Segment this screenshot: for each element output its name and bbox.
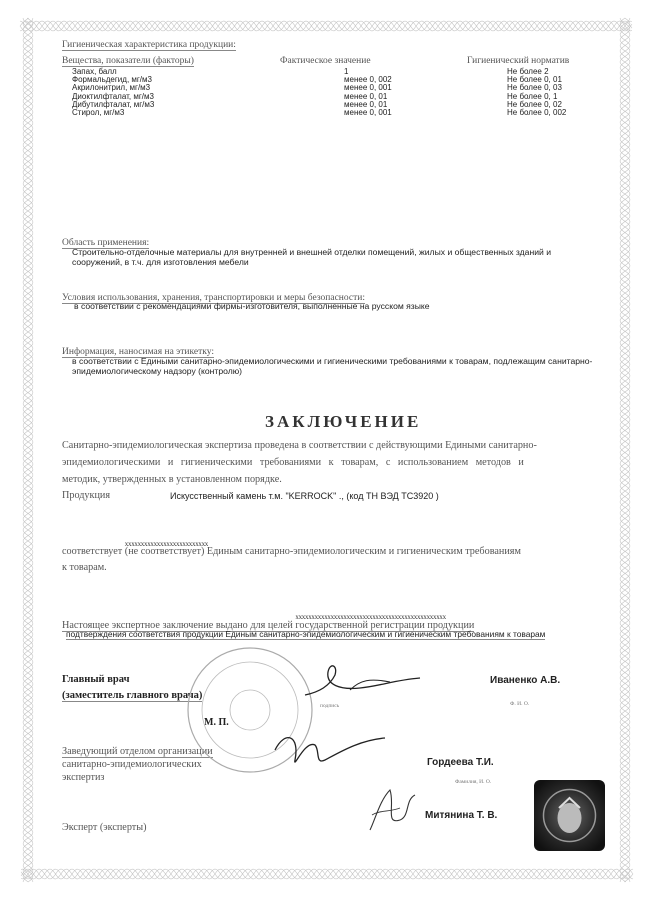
product-label: Продукция bbox=[62, 490, 111, 501]
cell-name: Формальдегид, мг/м3 bbox=[72, 75, 152, 85]
cell-norm: Не более 0, 01 bbox=[507, 75, 562, 85]
hygiene-table bbox=[72, 68, 617, 117]
issued-purpose: государственной регистрации продукции bbox=[295, 620, 475, 631]
chief-deputy-label: (заместитель главного врача) bbox=[62, 690, 203, 701]
cell-norm: Не более 0, 1 bbox=[507, 91, 558, 101]
expert-label: Эксперт (эксперты) bbox=[62, 822, 147, 833]
complies-line-2: к товарам. bbox=[62, 562, 107, 573]
cell-name: Стирол, мг/м3 bbox=[72, 108, 125, 118]
scope-line-2: сооружений, в т.ч. для изготовления мебели bbox=[72, 257, 249, 267]
cell-norm: Не более 0, 02 bbox=[507, 99, 562, 109]
complies-text: соответствует bbox=[62, 546, 123, 557]
cell-name: Дибутилфталат, мг/м3 bbox=[72, 99, 155, 109]
issued-text: Настоящее экспертное заключение выдано для целей bbox=[62, 620, 293, 631]
product-value: Искусственный камень т.м. "KERROCK" ., (код ТН ВЭД ТС3920 ) bbox=[170, 491, 439, 501]
conclusion-paragraph-line-3: методик, утвержденных в установленном порядке. bbox=[62, 474, 282, 485]
cell-name: Диоктилфталат, мг/м3 bbox=[72, 91, 154, 101]
chief-name: Иваненко А.В. bbox=[490, 675, 561, 686]
hygiene-heading: Гигиеническая характеристика продукции: bbox=[62, 40, 236, 50]
hologram-seal bbox=[532, 778, 607, 853]
head-dept-line-2: санитарно-эпидемиологических bbox=[62, 759, 202, 770]
cell-name: Запах, балл bbox=[72, 67, 117, 76]
chief-doctor-label: Главный врач bbox=[62, 674, 130, 685]
cell-actual: менее 0, 01 bbox=[344, 99, 388, 109]
expert-name: Митянина Т. В. bbox=[425, 810, 498, 821]
label-info-line-1: в соответствии с Едиными санитарно-эпидемиологическими и гигиеническими требованиями к товарам, подлежащим санитарно- bbox=[72, 356, 593, 366]
cell-norm: Не более 0, 03 bbox=[507, 83, 562, 93]
cell-actual: менее 0, 001 bbox=[344, 108, 392, 118]
expert-signature bbox=[360, 780, 430, 840]
column-header-substance: Вещества, показатели (факторы) bbox=[62, 56, 194, 66]
conclusion-paragraph-line-2: эпидемиологическими и гигиеническими требованиями к товарам, с использованием методов и bbox=[62, 457, 524, 468]
column-header-norm: Гигиенический норматив bbox=[467, 56, 570, 66]
complies-overstrike: xxxxxxxxxxxxxxxxxxxxxxxxxx bbox=[124, 540, 208, 548]
complies-struck-option bbox=[124, 540, 208, 557]
signature-caption: подпись bbox=[320, 703, 340, 709]
head-dept-name: Гордеева Т.И. bbox=[427, 757, 494, 768]
label-info-label: Информация, наносимая на этикетку: bbox=[62, 347, 214, 357]
cell-actual: менее 0, 001 bbox=[344, 83, 392, 93]
cell-norm: Не более 0, 002 bbox=[507, 108, 567, 118]
cell-name: Акрилонитрил, мг/м3 bbox=[72, 83, 151, 93]
cell-actual: 1 bbox=[344, 67, 349, 76]
issued-line-2: подтверждения соответствия продукции Единым санитарно-эпидемиологическим и гигиеническим требованиям к товарам bbox=[66, 629, 546, 639]
head-dept-line-3: экспертиз bbox=[62, 772, 105, 783]
table-row bbox=[72, 109, 617, 117]
scope-line-1: Строительно-отделочные материалы для внутренней и внешней отделки помещений, жилых и общественных зданий и bbox=[72, 247, 551, 257]
complies-rest: Единым санитарно-эпидемиологическим и гигиеническим требованиям bbox=[206, 546, 521, 557]
conclusion-title: ЗАКЛЮЧЕНИЕ bbox=[265, 412, 422, 431]
conditions-label: Условия использования, хранения, транспортировки и меры безопасности: bbox=[62, 293, 365, 303]
column-header-actual: Фактическое значение bbox=[280, 56, 371, 66]
conclusion-paragraph-line-1: Санитарно-эпидемиологическая экспертиза проведена в соответствии с действующими Едиными санитарно- bbox=[62, 440, 537, 451]
not-complies-text: (не соответствует) bbox=[124, 546, 205, 557]
issued-overstrike: xxxxxxxxxxxxxxxxxxxxxxxxxxxxxxxxxxxxxxxxxxxxxxx bbox=[295, 613, 446, 621]
scope-label: Область применения: bbox=[62, 238, 150, 248]
head-dept-line-1: Заведующий отделом организации bbox=[62, 746, 213, 757]
head-dept-caption: Фамилия, И. О. bbox=[455, 779, 492, 785]
chief-name-caption: Ф. И. О. bbox=[510, 701, 530, 707]
label-info-line-2: эпидемиологическому надзору (контролю) bbox=[72, 366, 243, 376]
conditions-text: в соответствии с рекомендациями фирмы-изготовителя, выполненные на русском языке bbox=[74, 301, 430, 311]
cell-actual: менее 0, 002 bbox=[344, 75, 392, 85]
cell-actual: менее 0, 01 bbox=[344, 91, 388, 101]
head-dept-signature bbox=[265, 720, 395, 780]
stamp-place-label: М. П. bbox=[204, 717, 229, 728]
complies-line bbox=[62, 540, 521, 557]
chief-signature bbox=[300, 650, 430, 710]
cell-norm: Не более 2 bbox=[507, 67, 549, 76]
